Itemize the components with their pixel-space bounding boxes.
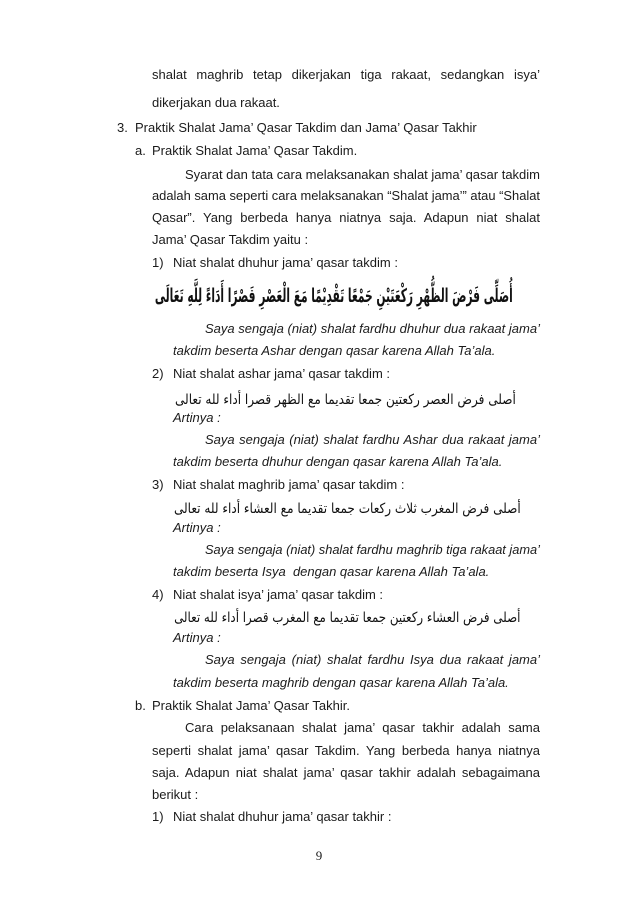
paragraph-line xyxy=(152,765,540,781)
translation-line xyxy=(205,321,540,337)
section-title: Praktik Shalat Jama’ Qasar Takdim dan Jama’ Qasar Takhir xyxy=(135,120,477,135)
paragraph-line-text: Syarat dan tata cara melaksanakan shalat jama’ qasar takdim xyxy=(185,167,540,182)
arabic-niat-text xyxy=(174,607,520,629)
continuation-line-text: shalat maghrib tetap dikerjakan tiga rakaat, sedangkan isya’ xyxy=(152,67,540,82)
translation-line-text: Saya sengaja (niat) shalat fardhu maghrib tiga rakaat jama’ xyxy=(205,542,540,557)
item-number: 4) xyxy=(152,587,164,602)
item-heading-text: Niat shalat dhuhur jama’ qasar takhir : xyxy=(173,809,392,824)
niat-item-heading xyxy=(152,809,391,825)
paragraph-line xyxy=(152,743,540,759)
translation-label: Artinya : xyxy=(173,630,221,645)
translation-line-text: Saya sengaja (niat) shalat fardhu dhuhur dua rakaat jama’ xyxy=(205,321,540,336)
section-3-heading xyxy=(117,120,477,136)
translation-line: takdim beserta Ashar dengan qasar karena Allah Ta’ala. xyxy=(173,343,496,358)
niat-item-heading xyxy=(152,255,398,271)
translation-line xyxy=(205,652,540,668)
item-heading-text: Niat shalat isya’ jama’ qasar takdim : xyxy=(173,587,384,602)
item-number: 2) xyxy=(152,366,164,381)
translation-line: takdim beserta maghrib dengan qasar karena Allah Ta’ala. xyxy=(173,675,509,690)
subsection-title: Praktik Shalat Jama’ Qasar Takhir. xyxy=(152,698,350,713)
continuation-line: dikerjakan dua rakaat. xyxy=(152,95,280,110)
arabic-niat-text xyxy=(174,498,521,520)
translation-line-text: Saya sengaja (niat) shalat fardhu Isya dua rakaat jama’ xyxy=(205,652,540,667)
arabic-niat-glyphs: أصلى فرض العصر ركعتين جمعا تقديما مع الظهر قصرا أداء لله تعالى xyxy=(175,392,516,408)
niat-item-heading xyxy=(152,366,390,382)
item-heading-text: Niat shalat dhuhur jama’ qasar takdim : xyxy=(173,255,398,270)
item-number: 3) xyxy=(152,477,164,492)
arabic-niat-glyphs: أصلى فرض العشاء ركعتين جمعا تقديما مع المغرب قصرا أداء لله تعالى xyxy=(173,610,520,626)
translation-line: takdim beserta Isya dengan qasar karena Allah Ta’ala. xyxy=(173,564,490,579)
paragraph-line-text: adalah sama seperti cara melaksanakan “Shalat jama’” atau “Shalat xyxy=(152,188,540,203)
item-number: 1) xyxy=(152,809,164,824)
paragraph-line: Jama’ Qasar Takdim yaitu : xyxy=(152,232,309,247)
paragraph-line-text: saja. Adapun niat shalat jama’ qasar takhir adalah sebagaimana xyxy=(152,765,540,780)
item-heading-text: Niat shalat ashar jama’ qasar takdim : xyxy=(173,366,391,381)
paragraph-line: berikut : xyxy=(152,787,199,802)
subsection-label: a. xyxy=(135,143,146,158)
translation-line xyxy=(205,432,540,448)
paragraph-line-text: Cara pelaksanaan shalat jama’ qasar takhir adalah sama xyxy=(185,720,540,735)
paragraph-line xyxy=(185,720,540,736)
paragraph-line-text: seperti shalat jama’ qasar Takdim. Yang berbeda hanya niatnya xyxy=(152,743,540,758)
translation-line: takdim beserta dhuhur dengan qasar karena Allah Ta’ala. xyxy=(173,454,503,469)
continuation-line xyxy=(152,67,540,83)
paragraph-line-text: Qasar”. Yang berbeda hanya niatnya saja. Adapun niat shalat xyxy=(152,210,540,225)
translation-label: Artinya : xyxy=(173,410,221,425)
translation-label: Artinya : xyxy=(173,520,221,535)
paragraph-line xyxy=(152,210,540,226)
niat-item-heading xyxy=(152,477,404,493)
subsection-b-heading xyxy=(135,698,350,714)
section-number: 3. xyxy=(117,120,128,135)
arabic-niat-glyphs: أُصَلِّى فَرْضَ الظُّهْرِ رَكْعَتَيْنِ جَمْعًا تَقْدِيْمًا مَعَ الْعَصْرِ قَصْرًا أَدَاءً لِلَّهِ تَعَالَى xyxy=(155,285,513,307)
paragraph-line xyxy=(152,188,540,204)
translation-line-text: Saya sengaja (niat) shalat fardhu Ashar dua rakaat jama’ xyxy=(205,432,540,447)
arabic-niat-glyphs: أصلى فرض المغرب ثلاث ركعات جمعا تقديما مع العشاء أداء لله تعالى xyxy=(174,501,521,517)
page-number: 9 xyxy=(315,848,323,863)
translation-line xyxy=(205,542,540,558)
item-heading-text: Niat shalat maghrib jama’ qasar takdim : xyxy=(173,477,405,492)
arabic-niat-text xyxy=(175,389,516,411)
subsection-title: Praktik Shalat Jama’ Qasar Takdim. xyxy=(152,143,358,158)
subsection-a-heading xyxy=(135,143,357,159)
paragraph-line xyxy=(185,167,540,183)
niat-item-heading xyxy=(152,587,383,603)
item-number: 1) xyxy=(152,255,164,270)
subsection-label: b. xyxy=(135,698,146,713)
arabic-niat-text xyxy=(155,282,513,310)
